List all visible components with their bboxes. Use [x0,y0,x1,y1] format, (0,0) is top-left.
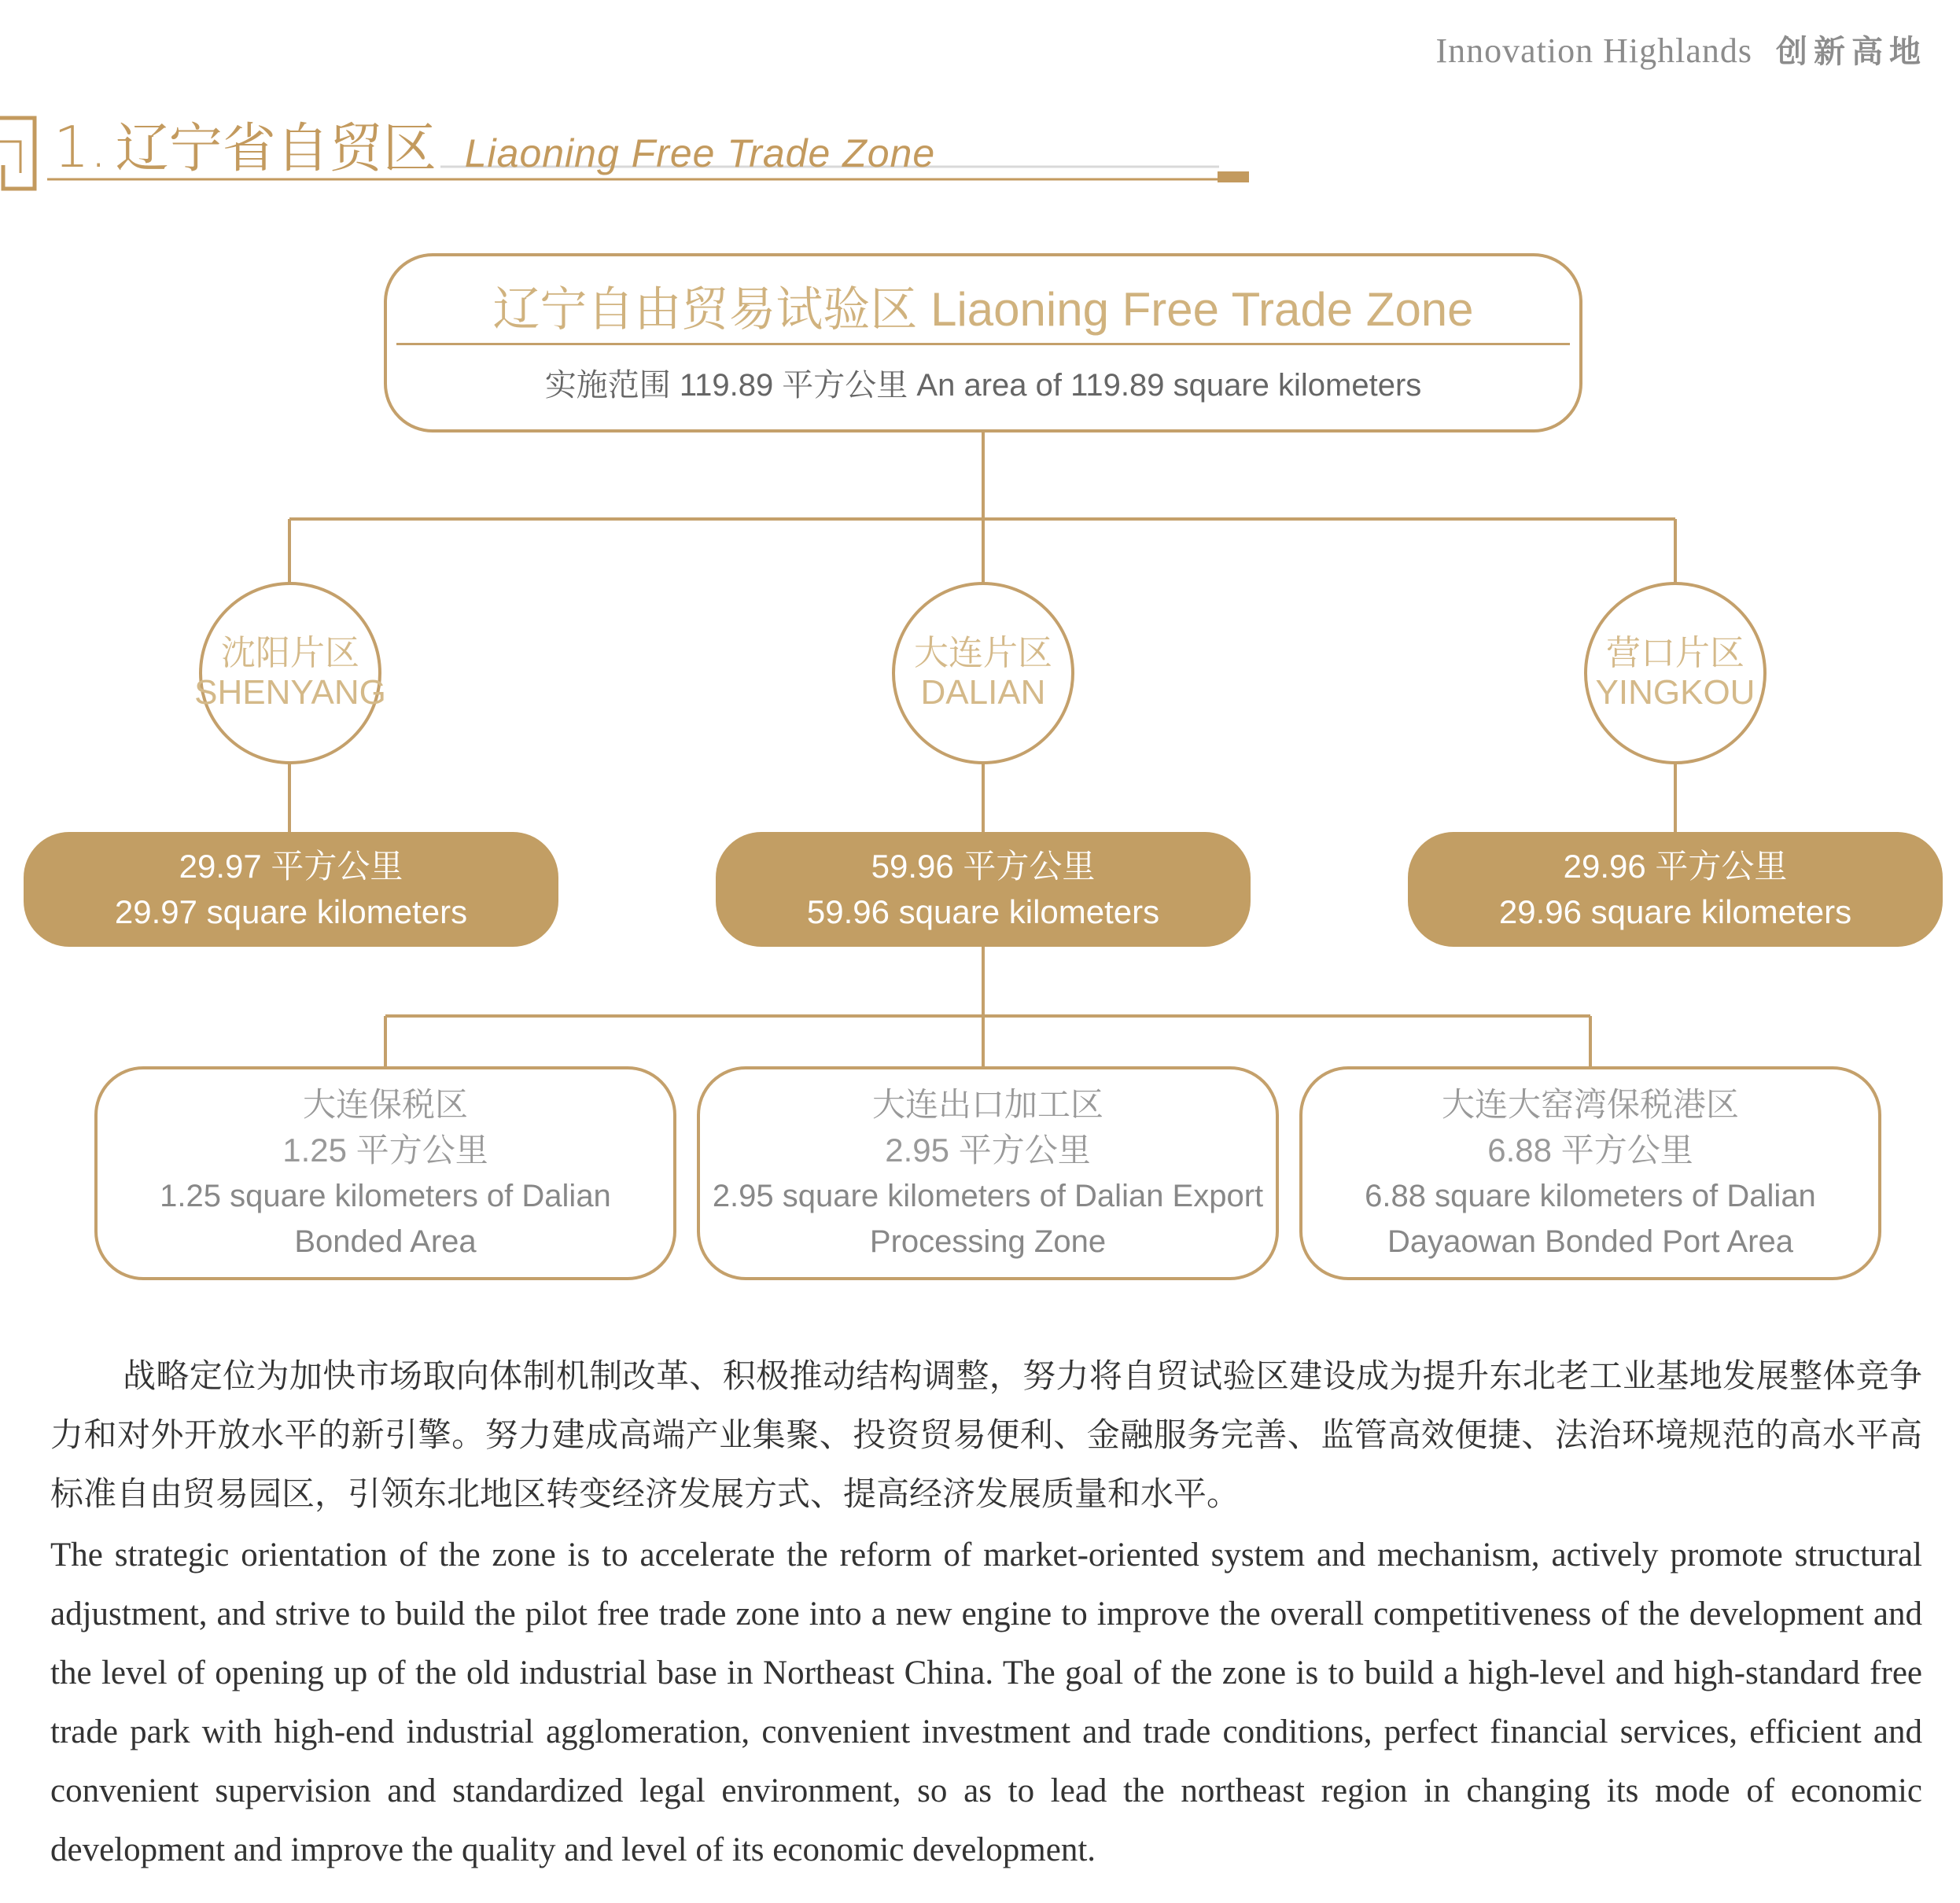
header-title-zh: 创新高地 [1776,33,1927,70]
body-paragraph-zh: 战略定位为加快市场取向体制机制改革、积极推动结构调整，努力将自贸试验区建设成为提升东北老工业基地发展整体竞争力和对外开放水平的新引擎。努力建成高端产业集聚、投资贸易便利、金融服务完善、监管高效便捷、法治环境规范的高水平高标准自由贸易园区，引领东北地区转变经济发展方式、提高经济发展质量和水平。 [50,1356,1922,1513]
area-name-en: SHENYANG [194,673,386,712]
area-size-dalian [716,832,1251,947]
area-node-yingkou [1584,582,1767,764]
subzone-dalian-export [697,1066,1279,1280]
subzone-dalian-bonded [94,1066,676,1280]
subzone-area: 1.25 平方公里 [282,1132,488,1169]
root-title: 辽宁自由贸易试验区 Liaoning Free Trade Zone [492,283,1474,336]
subzone-desc: 6.88 square kilometers of Dalian Dayaowan Bonded Port Area [1365,1179,1816,1259]
area-name-en: DALIAN [920,673,1046,712]
area-size-shenyang [24,832,558,947]
body-paragraph-en: The strategic orientation of the zone is to accelerate the reform of market-oriented system and mechanism, actively promote structural adjustment, and strive to build the pilot free trade zone into a new engine to improve the overall competitiveness of the development and the level of opening up of the old industrial base in Northeast China. The goal of the zone is to build a high-level and high-standard free trade park with high-end industrial agglomeration, convenient investment and trade conditions, perfect financial services, efficient and convenient supervision and standardized legal environment, so as to lead the northeast region in changing its mode of economic development and improve the quality and level of its economic development. [50,1537,1922,1868]
subzone-area: 2.95 平方公里 [885,1132,1091,1169]
area-size-yingkou [1408,832,1943,947]
area-size-en: 29.97 square kilometers [114,893,468,930]
area-size-en: 59.96 square kilometers [806,893,1160,930]
subzone-desc: 1.25 square kilometers of Dalian Bonded Area [160,1179,611,1259]
area-name-zh: 大连片区 [914,634,1052,672]
header-title-en: Innovation Highlands [1435,31,1752,70]
subzone-name: 大连大窑湾保税港区 [1441,1086,1739,1123]
root-divider [396,343,1570,345]
subzone-area: 6.88 平方公里 [1487,1132,1693,1169]
area-size-zh: 29.96 平方公里 [1563,848,1788,885]
area-name-zh: 沈阳片区 [221,634,359,672]
root-subtitle: 实施范围 119.89 平方公里 An area of 119.89 square kilometers [544,368,1422,403]
area-size-zh: 59.96 平方公里 [871,848,1096,885]
section-title-en: Liaoning Free Trade Zone [464,131,936,175]
subzone-dayaowan [1299,1066,1881,1280]
subzone-name: 大连出口加工区 [871,1086,1103,1123]
area-name-en: YINGKOU [1595,673,1756,712]
area-name-zh: 营口片区 [1606,634,1744,672]
section-title-zh: 辽宁省自贸区 [115,119,437,179]
area-size-zh: 29.97 平方公里 [179,848,403,885]
subzone-desc: 2.95 square kilometers of Dalian Export Processing Zone [712,1179,1264,1259]
root-node [384,253,1582,432]
area-size-en: 29.96 square kilometers [1498,893,1852,930]
section-number: 1. [53,114,108,180]
subzone-name: 大连保税区 [302,1086,468,1123]
area-node-shenyang [194,582,386,764]
area-node-dalian [892,582,1074,764]
